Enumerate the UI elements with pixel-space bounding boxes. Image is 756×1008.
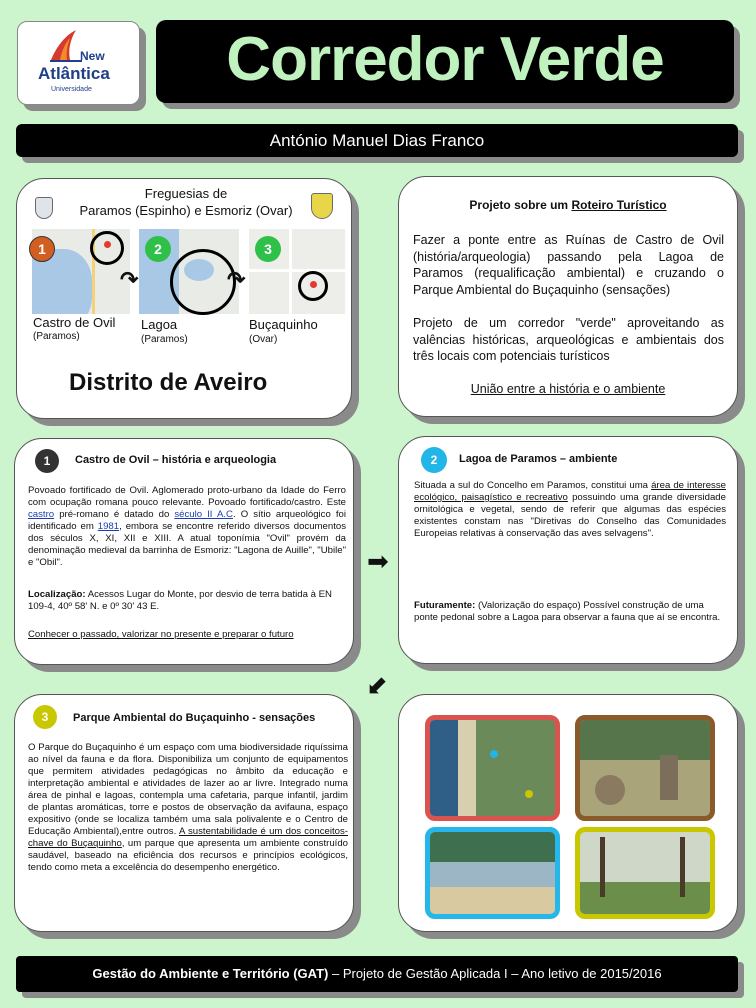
title-banner	[156, 20, 734, 103]
castro-text-a: Povoado fortificado de Ovil. Aglomerado proto-urbano da Idade do Ferro com ocupação romana pouco relevante. Povoado fortificado/castro. Este	[28, 485, 346, 508]
footer-text	[16, 956, 738, 992]
pin-3-icon	[310, 281, 317, 288]
lagoa-future	[414, 600, 726, 624]
castro-text-c: . O sítio arqueológico foi identificado em	[28, 509, 346, 532]
logo-line2: Atlântica	[38, 64, 110, 83]
castro-footer: Conhecer o passado, valorizar no presente e preparar o futuro	[28, 629, 294, 640]
location-label: Localização:	[28, 589, 86, 600]
lagoa-text-a: Situada a sul do Concelho em Paramos, constitui uma	[414, 480, 652, 491]
logo-box	[17, 21, 140, 105]
crest-paramos-icon	[35, 197, 53, 219]
project-heading-underlined: Roteiro Turístico	[571, 198, 667, 212]
badge-1: 1	[29, 236, 55, 262]
location-1-name: Castro de Ovil	[33, 315, 116, 330]
footer-bold: Gestão do Ambiente e Território (GAT)	[92, 966, 329, 981]
project-panel	[398, 176, 738, 417]
location-text: Acessos Lugar do Monte, por desvio de terra batida à EN 109-4, 40º 58' N. e 0º 30' 43 E.	[28, 589, 332, 612]
district-title: Distrito de Aveiro	[69, 369, 268, 396]
castro-text-d: , embora se encontre referido diversos documentos dos séculos X, XI, XII e XIII. A atual toponímia "Ovil" provém da denominação medieval da barrinha de Esmoriz: "Lagona de Auille", "Ubile" e "Obil".	[28, 521, 346, 568]
castro-location	[28, 589, 348, 613]
bucaquinho-badge: 3	[33, 705, 57, 729]
lagoa-heading: Lagoa de Paramos – ambiente	[459, 453, 618, 465]
freguesias-line2: Paramos (Espinho) e Esmoriz (Ovar)	[79, 203, 293, 218]
seculo-link[interactable]: século II A.C	[174, 509, 233, 520]
badge-3: 3	[255, 236, 281, 262]
photo-ruins	[575, 715, 715, 821]
bucaquinho-text-b: , um parque que apresenta um ambiente construído saudável, baseado na eficiência dos recursos e princípios ecológicos, tendo como meta a excelência do desempenho energético.	[28, 838, 349, 873]
castro-heading: Castro de Ovil – história e arqueologia	[75, 454, 277, 466]
curve-arrow-1-icon: ↷	[120, 267, 139, 292]
project-heading-prefix: Projeto sobre um	[469, 198, 572, 212]
footer-banner	[16, 956, 738, 992]
bucaquinho-text-underlined: A sustentabilidade é um dos conceitos-chave do Buçaquinho	[28, 826, 348, 849]
location-2-name: Lagoa	[141, 317, 178, 332]
map-panel	[16, 178, 352, 419]
lagoa-panel	[398, 436, 738, 664]
photo-lagoon	[425, 827, 560, 919]
freguesias-line1: Freguesias de	[144, 186, 228, 201]
location-1-place: (Paramos)	[33, 331, 80, 342]
year-link[interactable]: 1981	[97, 521, 120, 532]
future-text: (Valorização do espaço) Possível construção de uma ponte pedonal sobre a Lagoa para observar a fauna que aí se encontra.	[414, 600, 721, 623]
castro-badge: 1	[35, 449, 59, 473]
bucaquinho-heading: Parque Ambiental do Buçaquinho - sensações	[73, 712, 316, 724]
location-3-name: Buçaquinho	[249, 317, 318, 332]
future-label: Futuramente:	[414, 600, 476, 611]
bucaquinho-text	[28, 742, 348, 874]
bucaquinho-panel	[14, 694, 354, 932]
lagoa-text	[414, 480, 726, 540]
photos-panel	[398, 694, 738, 932]
badge-2: 2	[145, 236, 171, 262]
logo-line3: Universidade	[51, 86, 92, 93]
location-3-place: (Ovar)	[249, 334, 278, 345]
castro-text-b: pré-romano é datado do	[54, 509, 175, 520]
castro-link[interactable]: castro	[28, 509, 55, 520]
author-banner	[16, 124, 738, 157]
page-title: Corredor Verde	[226, 25, 664, 94]
curve-arrow-2-icon: ↷	[227, 267, 246, 292]
castro-panel	[14, 438, 354, 665]
logo-line1: New	[80, 49, 105, 63]
project-footer: União entre a história e o ambiente	[470, 382, 666, 396]
castro-text	[28, 485, 346, 569]
lagoa-badge: 2	[421, 447, 447, 473]
lagoa-text-underlined: área de interesse ecológico, paisagístico e recreativo	[414, 480, 726, 503]
photo-aerial	[425, 715, 560, 821]
author-name: António Manuel Dias Franco	[269, 131, 485, 150]
pin-1-icon	[104, 241, 111, 248]
project-para2: Projeto de um corredor "verde" aproveitando as valências históricas, arqueológicas e ambientais dos três locais com potenciais turísticos	[413, 316, 724, 363]
right-arrow-icon: ➡	[367, 546, 389, 576]
circle-marker-1	[90, 231, 124, 265]
crest-esmoriz-icon	[311, 193, 333, 219]
photo-park	[575, 827, 715, 919]
location-2-place: (Paramos)	[141, 334, 188, 345]
project-para1: Fazer a ponte entre as Ruínas de Castro de Ovil (história/arqueologia) passando pela Lagoa de Paramos (requalificação ambiental) e cruzando o Parque Ambiental do Buçaquinho (sensações)	[413, 233, 724, 297]
bucaquinho-text-a: O Parque do Buçaquinho é um espaço com uma biodiversidade riquíssima ao nível da fauna e da flora. Disponibiliza um conjunto de equipamentos que permitem atividades pedagógicas no âmbito da educação e interpretação ambiental e atividades de lazer ao ar livre. Integrado numa área de pinhal e lagoas, contempla uma cafetaria, parque infantil, jardim de plantas aromáticas, torre e postos de observação da avifauna, espaço expositivo (onde se localiza também uma sala polivalente e o Centro de Educação Ambiental),entre outros.	[28, 742, 348, 837]
down-left-arrow-icon: ⬋	[366, 670, 388, 700]
lagoa-text-b: possuindo uma grande diversidade ornitológica e vegetal, sendo de referir que algumas das espécies existentes constam nas "Diretivas do Conselho das Comunidades Europeias relativas à conservação das aves selvagens".	[414, 492, 726, 539]
project-heading	[399, 198, 737, 212]
footer-rest: – Projeto de Gestão Aplicada I – Ano letivo de 2015/2016	[328, 966, 662, 981]
